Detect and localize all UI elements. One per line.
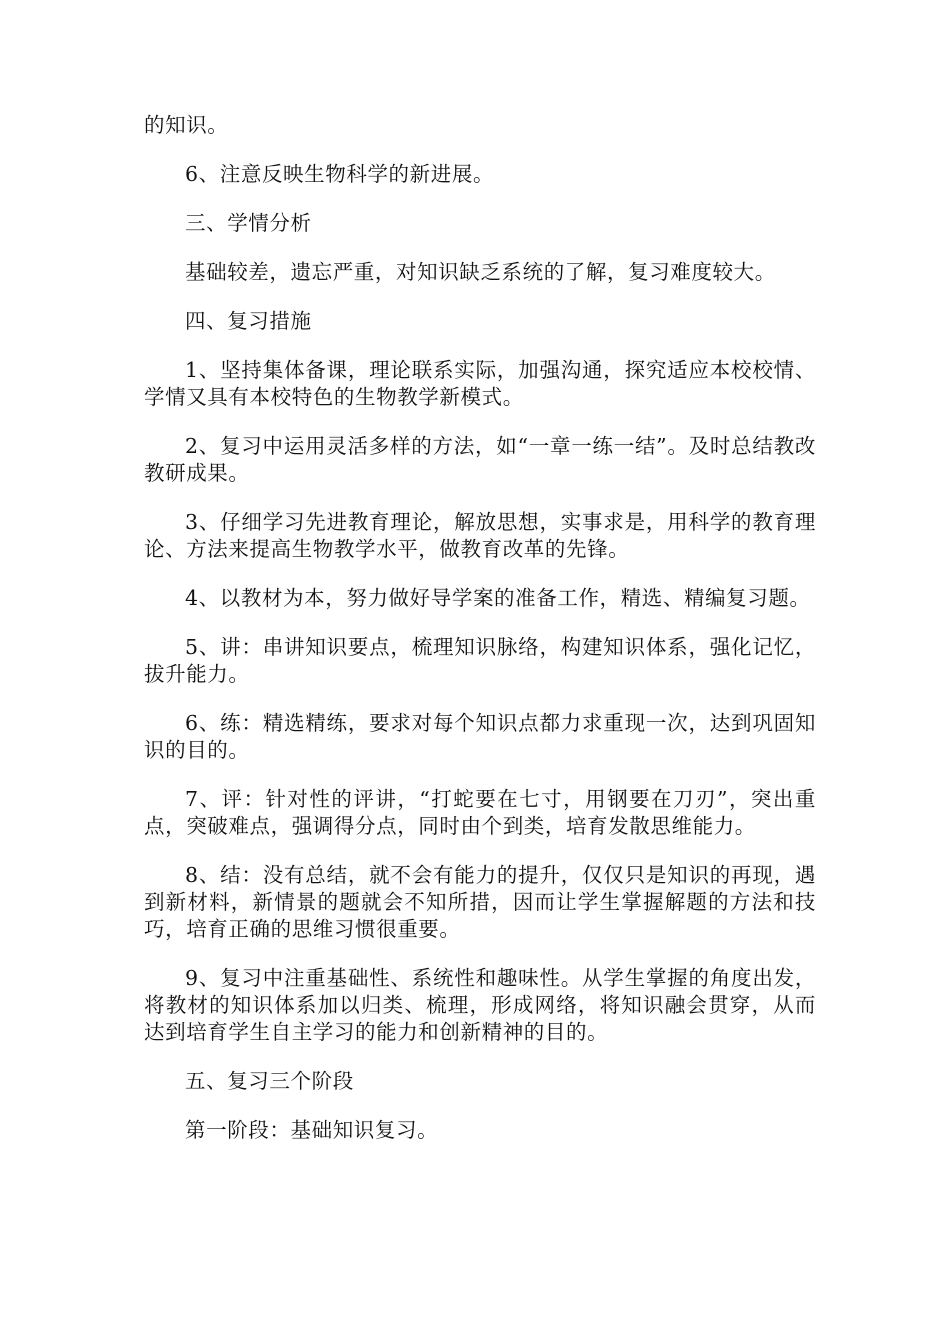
section-heading-three-stages: 五、复习三个阶段 xyxy=(185,1069,354,1093)
measure-item-9: 9、复习中注重基础性、系统性和趣味性。从学生掌握的角度出发，将教材的知识体系加以归类、梳理，形成网络，将知识融会贯穿，从而达到培育学生自主学习的能力和创新精神的目的。 xyxy=(144,966,816,1044)
document-page xyxy=(144,112,816,1166)
measure-item-2: 2、复习中运用灵活多样的方法，如“一章一练一结”。及时总结教改教研成果。 xyxy=(144,434,816,485)
stage-one-heading: 第一阶段：基础知识复习。 xyxy=(185,1118,439,1142)
measure-item-5: 5、讲：串讲知识要点，梳理知识脉络，构建知识体系，强化记忆，拔升能力。 xyxy=(144,635,816,686)
measure-item-1: 1、坚持集体备课，理论联系实际，加强沟通，探究适应本校校情、学情又具有本校特色的生物教学新模式。 xyxy=(144,358,816,409)
section-heading-student-analysis: 三、学情分析 xyxy=(185,211,312,235)
measure-item-4: 4、以教材为本，努力做好导学案的准备工作，精选、精编复习题。 xyxy=(185,586,811,610)
measure-item-3: 3、仔细学习先进教育理论，解放思想，实事求是，用科学的教育理论、方法来提高生物教学水平，做教育改革的先锋。 xyxy=(144,510,816,561)
paragraph-continuation: 的知识。 xyxy=(144,113,229,137)
measure-item-8: 8、结：没有总结，就不会有能力的提升，仅仅只是知识的再现，遇到新材料，新情景的题就会不知所措，因而让学生掌握解题的方法和技巧，培育正确的思维习惯很重要。 xyxy=(144,863,816,941)
section-heading-review-measures: 四、复习措施 xyxy=(185,309,312,333)
measure-item-6: 6、练：精选精练，要求对每个知识点都力求重现一次，达到巩固知识的目的。 xyxy=(144,711,816,762)
paragraph-student-analysis: 基础较差，遗忘严重，对知识缺乏系统的了解，复习难度较大。 xyxy=(185,260,776,284)
paragraph-item-6-progress: 6、注意反映生物科学的新进展。 xyxy=(185,162,495,186)
measure-item-7: 7、评：针对性的评讲，“打蛇要在七寸，用钢要在刀刃”，突出重点，突破难点，强调得分点，同时由个到类，培育发散思维能力。 xyxy=(144,787,816,838)
